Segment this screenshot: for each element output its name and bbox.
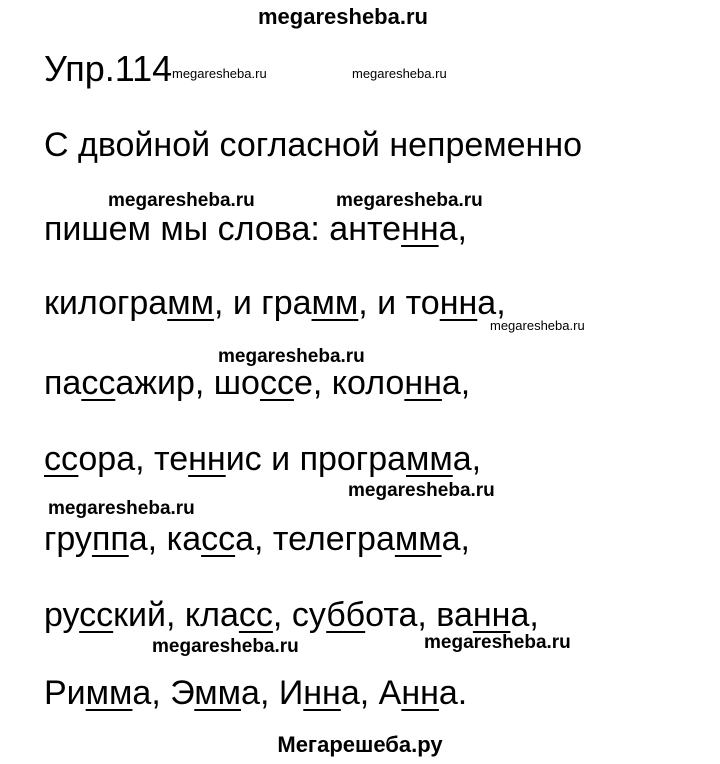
poem-line [44,596,539,635]
footer-title: Мегарешеба.ру [277,732,443,757]
text-segment: а, [441,364,471,402]
text-segment: ота, ва [365,596,473,634]
underlined-letters: мм [167,284,214,322]
watermark: megaresheba.ru [348,480,495,501]
poem-line [44,364,470,403]
underlined-letters: нн [303,674,341,712]
underlined-letters: бб [326,596,366,634]
text-segment: а, ка [128,520,202,558]
underlined-letters: мм [394,520,442,558]
exercise-title: Упр.114 [44,48,173,89]
text-segment: ру [44,596,80,634]
text-segment: , су [272,596,327,634]
watermark: megaresheba.ru [336,190,483,211]
text-segment: ис и програ [225,440,407,478]
text-segment: ажир, шо [115,364,260,402]
text-segment: а, И [241,674,304,712]
underlined-letters: нн [188,440,226,478]
watermark: megaresheba.ru [152,636,299,657]
text-segment: а, А [340,674,402,712]
underlined-letters: мм [311,284,359,322]
text-segment: а, [452,440,482,478]
underlined-letters: сс [201,520,236,558]
poem-line [44,126,582,165]
underlined-letters: сс [81,364,116,402]
text-segment: килогра [44,284,168,322]
underlined-letters: сс [79,596,114,634]
text-segment: ора, те [78,440,189,478]
poem-line [44,520,470,559]
text-segment: па [44,364,82,402]
underlined-letters: сс [44,440,79,478]
text-segment: а. [438,674,468,712]
text-segment: гру [44,520,92,558]
watermark-small: megaresheba.ru [490,318,585,333]
text-segment: а, Э [132,674,195,712]
poem-line [44,674,467,713]
watermark: megaresheba.ru [48,498,195,519]
text-segment: Ри [44,674,86,712]
text-segment: а, [477,284,506,322]
text-segment: , и гра [213,284,312,322]
text-segment: кий, кла [113,596,239,634]
poem-line [44,210,467,249]
underlined-letters: сс [259,364,294,402]
text-segment: е, коло [293,364,405,402]
text-segment: пишем мы слова: анте [44,210,402,248]
watermark: megaresheba.ru [218,346,365,367]
text-segment: , и то [358,284,440,322]
underlined-letters: нн [472,596,511,634]
text-segment: а, [441,520,470,558]
underlined-letters: нн [404,364,442,402]
text-segment: а, [510,596,539,634]
poem-line [44,284,506,323]
text-segment: а, [438,210,467,248]
underlined-letters: пп [91,520,129,558]
underlined-letters: нн [401,674,439,712]
text-segment: С двойной согласной непременно [44,126,583,164]
watermark-small: megaresheba.ru [172,66,267,81]
underlined-letters: нн [401,210,439,248]
watermark-top: megaresheba.ru [258,4,428,29]
underlined-letters: нн [439,284,478,322]
watermark-small: megaresheba.ru [352,66,447,81]
underlined-letters: мм [194,674,242,712]
underlined-letters: сс [238,596,273,634]
underlined-letters: мм [85,674,133,712]
underlined-letters: мм [406,440,453,478]
text-segment: а, телегра [235,520,395,558]
watermark: megaresheba.ru [424,632,571,653]
watermark: megaresheba.ru [108,190,255,211]
poem-line [44,440,481,479]
